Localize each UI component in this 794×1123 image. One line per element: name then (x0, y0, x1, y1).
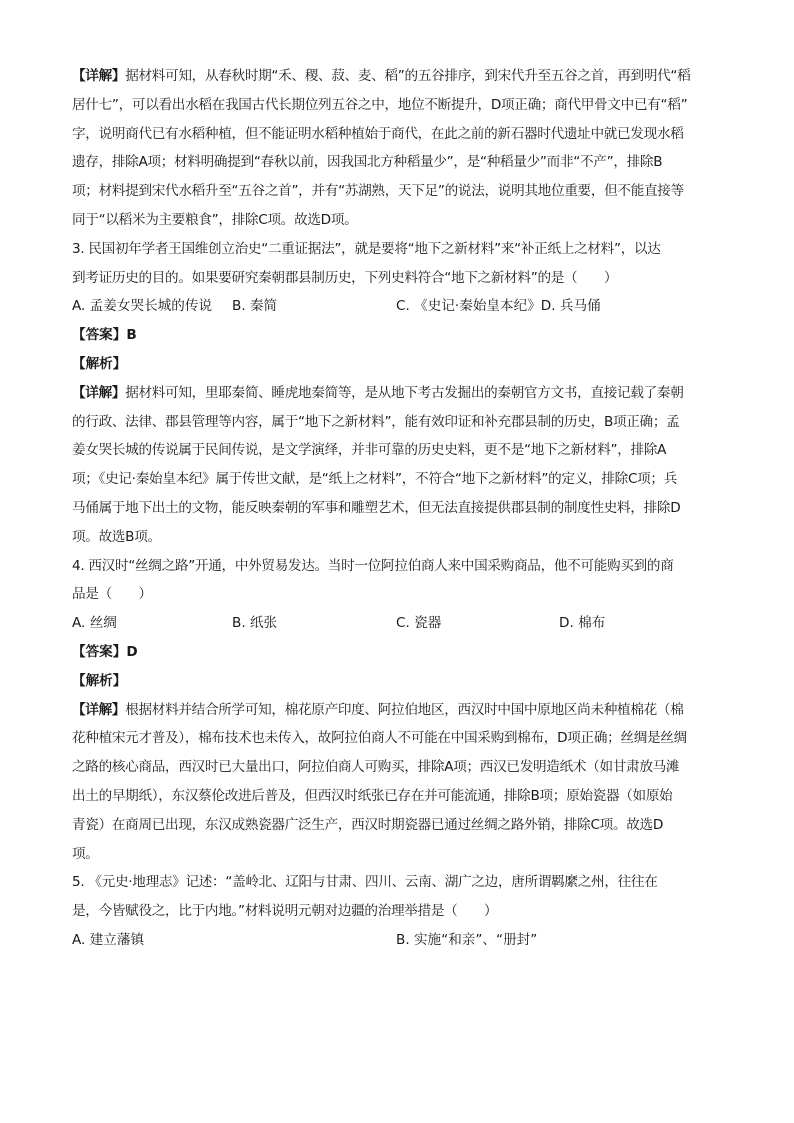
q4-analysis-label: 【解析】 (72, 672, 127, 689)
q4-detail-line-1: 【详解】根据材料并结合所学可知，棉花原产印度、阿拉伯地区，西汉时中国中原地区尚未种植棉花（棉 (72, 701, 684, 718)
q3-option-b: B. 秦简 (232, 298, 278, 315)
q4-answer: 【答案】D (72, 643, 138, 660)
q2-detail-line-5: 项；材料提到宋代水稻升至“五谷之首”，并有“苏湖熟，天下足”的说法，说明其地位重要，但不能直接等 (72, 183, 684, 200)
q3-detail-line-5: 马俑属于地下出土的文物，能反映秦朝的军事和雕塑艺术，但无法直接提供郡县制的制度性史料，排除D (72, 499, 681, 516)
q2-detail-line-6: 同于“以稻米为主要粮食”，排除C项。故选D项。 (72, 211, 358, 228)
q3-stem-line-2: 到考证历史的目的。如果要研究秦朝郡县制历史，下列史料符合“地下之新材料”的是（ ） (72, 269, 618, 286)
q3-option-c: C. 《史记·秦始皇本纪》D. 兵马俑 (396, 298, 601, 315)
q3-detail-line-1: 【详解】据材料可知，里耶秦简、睡虎地秦简等，是从地下考古发掘出的秦朝官方文书，直接记载了秦朝 (72, 384, 684, 401)
q4-detail-line-6: 项。 (72, 845, 99, 862)
q3-detail-line-2: 的行政、法律、郡县管理等内容，属于“地下之新材料”，能有效印证和补充郡县制的历史，B项正确；孟 (72, 413, 680, 430)
q3-answer: 【答案】B (72, 327, 137, 344)
q4-detail-line-4: 出土的早期纸），东汉蔡伦改进后普及，但西汉时纸张已存在并可能流通，排除B项；原始瓷器（如原始 (72, 787, 673, 804)
q4-detail-line-5: 青瓷）在商周已出现，东汉成熟瓷器广泛生产，西汉时期瓷器已通过丝绸之路外销，排除C项。故选D (72, 816, 663, 833)
q2-detail-line-1: 【详解】据材料可知，从春秋时期“禾、稷、菽、麦、稻”的五谷排序，到宋代升至五谷之首，再到明代“稻 (72, 68, 691, 84)
q3-analysis-label: 【解析】 (72, 355, 127, 372)
q3-detail-line-6: 项。故选B项。 (72, 528, 161, 545)
detail-tag: 【详解】 (72, 68, 126, 84)
q4-detail-line-2: 花种植宋元才普及），棉布技术也未传入，故阿拉伯商人不可能在中国采购到棉布，D项正确；丝绸是丝绸 (72, 730, 687, 747)
q5-option-b: B. 实施“和亲”、“册封” (396, 931, 538, 948)
q3-options (72, 292, 727, 321)
document-page (72, 62, 727, 955)
q4-option-b: B. 纸张 (232, 615, 278, 632)
q4-option-c: C. 瓷器 (396, 615, 442, 632)
q3-detail-line-3: 姜女哭长城的传说属于民间传说，是文学演绎，并非可靠的历史史料，更不是“地下之新材料”，排除A (72, 442, 667, 459)
q5-options (72, 926, 727, 955)
q3-option-a: A. 孟姜女哭长城的传说 (72, 298, 213, 315)
q2-detail-line-3: 字，说明商代已有水稻种植，但不能证明水稻种植始于商代，在此之前的新石器时代遗址中就已发现水稻 (72, 125, 684, 142)
q4-stem-line-1: 4. 西汉时“丝绸之路”开通，中外贸易发达。当时一位阿拉伯商人来中国采购商品，他不可能购买到的商 (72, 557, 674, 574)
q5-option-a: A. 建立藩镇 (72, 931, 145, 948)
detail-tag: 【详解】 (72, 384, 126, 401)
q2-detail-line-4: 遗存，排除A项；材料明确提到“春秋以前，因我国北方种稻量少”，是“种稻量少”而非“不产”，排除B (72, 154, 663, 171)
q5-stem-line-2: 是，今皆赋役之，比于内地。”材料说明元朝对边疆的治理举措是（ ） (72, 903, 498, 920)
detail-tag: 【详解】 (72, 701, 126, 718)
q2-detail-line-2: 居什七”，可以看出水稻在我国古代长期位列五谷之中，地位不断提升，D项正确；商代甲骨文中已有“稻” (72, 96, 688, 113)
q4-stem-line-2: 品是（ ） (72, 586, 152, 603)
q4-option-a: A. 丝绸 (72, 615, 117, 632)
q4-detail-line-3: 之路的核心商品，西汉时已大量出口，阿拉伯商人可购买，排除A项；西汉已发明造纸术（如甘肃放马滩 (72, 759, 680, 776)
q3-stem-line-1: 3. 民国初年学者王国维创立治史“二重证据法”，就是要将“地下之新材料”来“补正纸上之材料”，以达 (72, 240, 661, 257)
q4-options (72, 609, 727, 638)
q5-stem-line-1: 5. 《元史·地理志》记述：“盖岭北、辽阳与甘肃、四川、云南、湖广之边，唐所谓羁縻之州，往往在 (72, 874, 658, 891)
q3-detail-line-4: 项；《史记·秦始皇本纪》属于传世文献，是“纸上之材料”，不符合“地下之新材料”的定义，排除C项；兵 (72, 471, 678, 488)
q4-option-d: D. 棉布 (559, 615, 606, 632)
